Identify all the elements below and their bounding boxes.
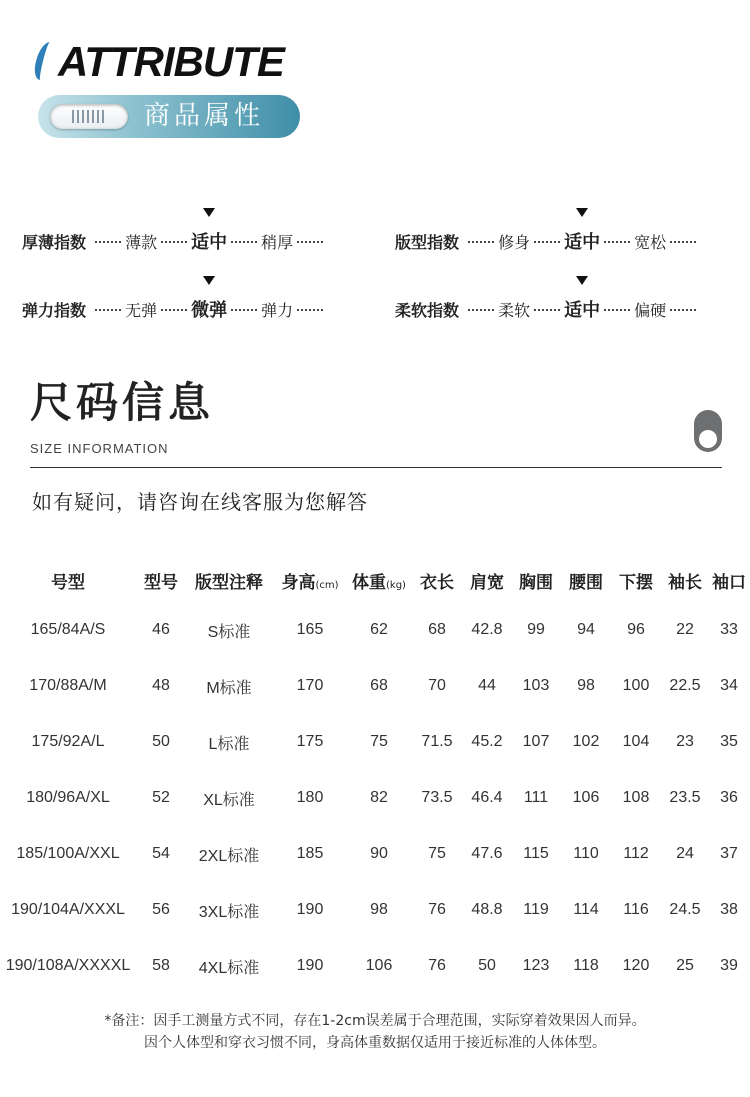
dotted-divider xyxy=(231,239,257,243)
index-option-selected: 适中 xyxy=(191,232,227,253)
index-option: 偏硬 xyxy=(634,301,667,320)
dotted-divider xyxy=(670,239,696,243)
column-header: 身高(cm) xyxy=(281,572,339,593)
badge-label: 商品属性 xyxy=(144,101,265,131)
table-cell: 170/88A/M xyxy=(29,677,107,694)
divider xyxy=(30,467,722,468)
table-cell: 108 xyxy=(622,789,650,806)
table-cell: 70 xyxy=(428,677,446,694)
table-row xyxy=(0,602,750,658)
dotted-divider xyxy=(604,239,630,243)
table-cell: 62 xyxy=(370,621,388,638)
index-thickness xyxy=(22,233,327,253)
toggle-icon xyxy=(694,410,722,452)
dotted-divider xyxy=(231,307,257,311)
dotted-divider xyxy=(95,307,121,311)
size-section-title: 尺码信息 xyxy=(30,378,215,427)
index-name: 弹力指数 xyxy=(22,301,87,320)
table-cell: 110 xyxy=(573,845,599,862)
table-cell: 47.6 xyxy=(471,845,503,862)
dotted-divider xyxy=(161,239,187,243)
table-cell: 48 xyxy=(152,677,170,694)
table-cell: 123 xyxy=(522,957,550,974)
index-elasticity xyxy=(22,301,327,321)
table-cell: 37 xyxy=(720,845,738,862)
table-cell: 170 xyxy=(296,677,324,694)
table-cell: 2XL标准 xyxy=(198,847,260,865)
dotted-divider xyxy=(468,307,494,311)
table-cell: 3XL标准 xyxy=(198,903,260,921)
table-cell: 54 xyxy=(152,845,170,862)
table-cell: 99 xyxy=(527,621,545,638)
product-attributes-badge xyxy=(38,95,300,138)
table-cell: 36 xyxy=(720,789,738,806)
table-cell: XL标准 xyxy=(203,791,255,809)
table-row xyxy=(0,938,750,994)
table-cell: 90 xyxy=(370,845,388,862)
table-cell: 116 xyxy=(623,901,649,918)
table-cell: 100 xyxy=(622,677,650,694)
table-row xyxy=(0,714,750,770)
table-cell: 22.5 xyxy=(669,677,701,694)
table-cell: 104 xyxy=(622,733,650,750)
column-header: 型号 xyxy=(144,572,178,593)
index-option-selected: 适中 xyxy=(564,232,600,253)
table-cell: 33 xyxy=(720,621,738,638)
table-cell: 190 xyxy=(296,901,324,918)
table-cell: S标准 xyxy=(207,623,251,641)
table-cell: 180 xyxy=(296,789,324,806)
table-cell: 58 xyxy=(152,957,170,974)
dotted-divider xyxy=(534,307,560,311)
table-cell: 115 xyxy=(523,845,549,862)
attribute-title: ATTRIBUTE xyxy=(58,38,284,85)
footnote-line-1: *备注：因手工测量方式不同，存在1-2cm误差属于合理范围，实际穿着效果因人而异。 xyxy=(104,1013,646,1029)
dotted-divider xyxy=(95,239,121,243)
index-name: 柔软指数 xyxy=(395,301,460,320)
dotted-divider xyxy=(534,239,560,243)
table-cell: 35 xyxy=(720,733,738,750)
dotted-divider xyxy=(468,239,494,243)
table-cell: 102 xyxy=(572,733,600,750)
table-cell: 73.5 xyxy=(421,789,453,806)
table-cell: 82 xyxy=(370,789,388,806)
column-header: 衣长 xyxy=(420,572,454,593)
dotted-divider xyxy=(297,239,323,243)
table-cell: 106 xyxy=(365,957,393,974)
column-header: 下摆 xyxy=(619,572,653,593)
table-cell: 56 xyxy=(152,901,170,918)
table-cell: 190/104A/XXXL xyxy=(11,901,125,918)
table-cell: 24.5 xyxy=(669,901,701,918)
index-option: 无弹 xyxy=(125,301,158,320)
column-header: 号型 xyxy=(51,572,85,593)
table-cell: 71.5 xyxy=(421,733,453,750)
table-cell: 50 xyxy=(478,957,496,974)
index-option: 修身 xyxy=(498,233,531,252)
table-cell: 175/92A/L xyxy=(31,733,105,750)
table-cell: 22 xyxy=(676,621,694,638)
attribute-header xyxy=(36,38,336,86)
table-cell: 38 xyxy=(720,901,738,918)
table-cell: 25 xyxy=(676,957,694,974)
size-table xyxy=(0,558,750,994)
size-section-subtitle: SIZE INFORMATION xyxy=(30,441,169,456)
table-cell: 98 xyxy=(370,901,388,918)
table-cell: 175 xyxy=(296,733,324,750)
table-cell: 94 xyxy=(577,621,595,638)
table-cell: 96 xyxy=(627,621,645,638)
index-fit xyxy=(395,233,700,253)
table-cell: 118 xyxy=(573,957,599,974)
index-option: 稍厚 xyxy=(261,233,294,252)
table-cell: 68 xyxy=(370,677,388,694)
table-cell: 24 xyxy=(676,845,694,862)
table-cell: 120 xyxy=(622,957,650,974)
table-cell: 39 xyxy=(720,957,738,974)
switch-knob-icon xyxy=(50,104,128,129)
table-cell: 23 xyxy=(676,733,694,750)
contact-note: 如有疑问，请咨询在线客服为您解答 xyxy=(32,490,368,514)
column-header: 腰围 xyxy=(569,572,603,593)
table-cell: 180/96A/XL xyxy=(26,789,110,806)
table-row xyxy=(0,770,750,826)
index-option: 薄款 xyxy=(125,233,158,252)
table-cell: M标准 xyxy=(206,679,252,697)
column-header: 袖长 xyxy=(668,572,702,593)
dotted-divider xyxy=(604,307,630,311)
table-cell: 34 xyxy=(720,677,738,694)
table-cell: 68 xyxy=(428,621,446,638)
table-cell: 112 xyxy=(623,845,649,862)
table-cell: 185 xyxy=(296,845,324,862)
table-cell: 76 xyxy=(428,957,446,974)
dotted-divider xyxy=(670,307,696,311)
index-option-selected: 适中 xyxy=(564,300,600,321)
dotted-divider xyxy=(161,307,187,311)
table-cell: 52 xyxy=(152,789,170,806)
selected-arrow-icon xyxy=(203,276,215,285)
table-cell: 46.4 xyxy=(471,789,503,806)
table-cell: 106 xyxy=(572,789,600,806)
table-cell: 23.5 xyxy=(669,789,701,806)
table-header-row xyxy=(0,558,750,602)
table-cell: 107 xyxy=(522,733,550,750)
table-cell: 119 xyxy=(523,901,549,918)
index-option: 宽松 xyxy=(634,233,667,252)
table-cell: 165 xyxy=(296,621,324,638)
table-cell: 98 xyxy=(577,677,595,694)
index-softness xyxy=(395,301,700,321)
table-cell: 42.8 xyxy=(471,621,503,638)
table-cell: 75 xyxy=(370,733,388,750)
index-option: 柔软 xyxy=(498,301,531,320)
table-cell: 190/108A/XXXXL xyxy=(5,957,131,974)
index-option: 弹力 xyxy=(261,301,294,320)
index-name: 厚薄指数 xyxy=(22,233,87,252)
table-cell: 75 xyxy=(428,845,446,862)
selected-arrow-icon xyxy=(203,208,215,217)
table-cell: 114 xyxy=(573,901,599,918)
table-cell: 190 xyxy=(296,957,324,974)
column-header: 体重(kg) xyxy=(352,572,406,593)
selected-arrow-icon xyxy=(576,276,588,285)
bracket-icon xyxy=(31,42,58,80)
table-cell: 45.2 xyxy=(471,733,503,750)
table-cell: 48.8 xyxy=(471,901,503,918)
table-cell: 50 xyxy=(152,733,170,750)
table-cell: 76 xyxy=(428,901,446,918)
table-cell: L标准 xyxy=(208,735,250,753)
column-header: 版型注释 xyxy=(195,572,263,593)
footnote-line-2: 因个人体型和穿衣习惯不同，身高体重数据仅适用于接近标准的人体体型。 xyxy=(144,1035,606,1051)
column-header: 胸围 xyxy=(519,572,553,593)
table-row xyxy=(0,826,750,882)
selected-arrow-icon xyxy=(576,208,588,217)
column-header: 肩宽 xyxy=(470,572,504,593)
index-name: 版型指数 xyxy=(395,233,460,252)
table-cell: 103 xyxy=(522,677,550,694)
table-cell: 165/84A/S xyxy=(30,621,106,638)
table-cell: 46 xyxy=(152,621,170,638)
table-cell: 111 xyxy=(523,789,549,806)
table-row xyxy=(0,658,750,714)
index-option-selected: 微弹 xyxy=(191,300,227,321)
table-cell: 44 xyxy=(478,677,496,694)
dotted-divider xyxy=(297,307,323,311)
column-header: 袖口 xyxy=(712,572,746,593)
table-cell: 185/100A/XXL xyxy=(16,845,120,862)
table-row xyxy=(0,882,750,938)
table-cell: 4XL标准 xyxy=(198,959,260,977)
